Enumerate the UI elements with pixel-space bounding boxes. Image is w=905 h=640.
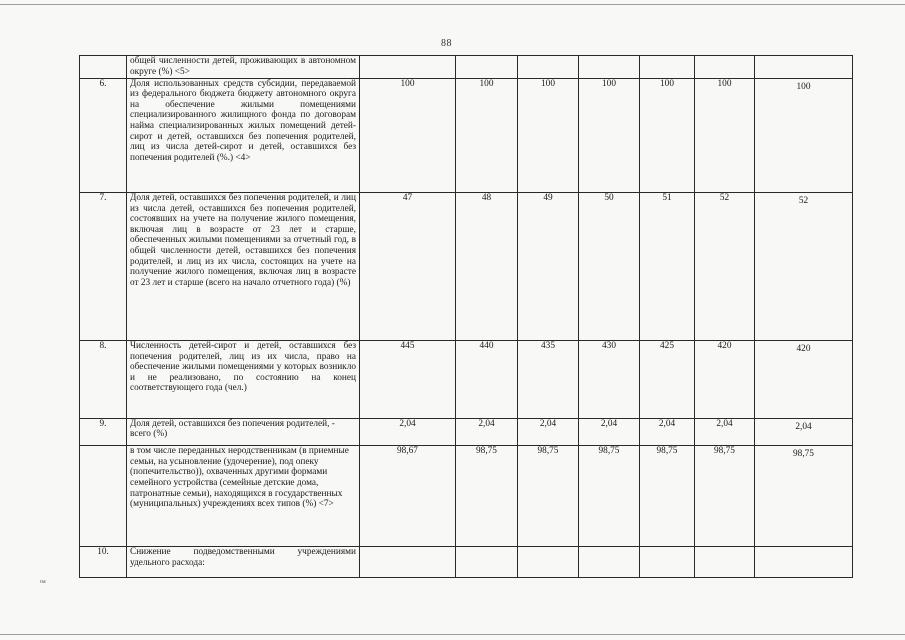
row-number: 9.: [80, 418, 127, 446]
indicator-value: 435: [518, 341, 579, 419]
indicator-value: [518, 56, 579, 79]
indicator-description: Численность детей-сирот и детей, оставшихся без попечения родителей, лиц из их числа, право на обеспечение жилыми помещениями у которых возникло и не реализовано, по состоянию на конец соответствующего года (чел.): [127, 341, 360, 419]
indicator-value: 52: [755, 193, 853, 341]
row-number: [80, 446, 127, 547]
indicator-value: 430: [579, 341, 640, 419]
indicator-value: 100: [755, 78, 853, 192]
row-number: 6.: [80, 78, 127, 192]
indicator-value: 98,75: [695, 446, 755, 547]
indicator-description: Снижение подведомственными учреждениями удельного расхода:: [127, 547, 360, 578]
row-number: 10.: [80, 547, 127, 578]
indicator-value: 2,04: [518, 418, 579, 446]
indicator-value: 52: [695, 193, 755, 341]
indicator-value: [579, 56, 640, 79]
indicator-value: 2,04: [579, 418, 640, 446]
indicator-value: 2,04: [456, 418, 518, 446]
indicator-value: 100: [518, 78, 579, 192]
indicator-value: 2,04: [360, 418, 456, 446]
indicator-description: Доля детей, оставшихся без попечения родителей, и лиц из числа детей, оставшихся без попечения родителей, состоявших на учете на получение жилого помещения, включая лиц в возрасте от 23 лет и старше, обеспеченных жилыми помещениями за отчетный год, в общей численности детей, оставшихся без попечения родителей, и лиц из их числа, состоящих на учете на получение жилого помещения, включая лиц в возрасте от 23 лет и старше (всего на начало отчетного года) (%): [127, 193, 360, 341]
indicator-value: 47: [360, 193, 456, 341]
indicator-value: [640, 547, 695, 578]
page-number: 88: [441, 38, 452, 49]
indicator-value: 50: [579, 193, 640, 341]
indicator-value: 420: [695, 341, 755, 419]
indicator-description: в том числе переданных неродственникам (в приемные семьи, на усыновление (удочерение), под опеку (попечительство)), охваченных другими формами семейного устройства (семейные детские дома, патронатные семьи), находящихся в государственных (муниципальных) учреждениях всех типов (%) <7>: [127, 446, 360, 547]
table-row: [80, 418, 853, 446]
indicator-value: [695, 547, 755, 578]
margin-mark: oa: [40, 579, 46, 585]
scan-line-bottom: [0, 634, 905, 635]
row-number: 8.: [80, 341, 127, 419]
indicator-description: Доля использованных средств субсидии, передаваемой из федерального бюджета бюджету автономного округа на обеспечение жилыми помещениями специализированного жилищного фонда по договорам найма специализированных жилых помещений детей-сирот и детей, оставшихся без попечения родителей, лиц из числа детей-сирот и детей, оставшихся без попечения родителей (%.) <4>: [127, 78, 360, 192]
indicator-value: 2,04: [640, 418, 695, 446]
table-body: [80, 56, 853, 578]
indicator-value: [360, 547, 456, 578]
indicator-value: 420: [755, 341, 853, 419]
table-row: [80, 341, 853, 419]
row-number: [80, 56, 127, 79]
indicator-value: [755, 547, 853, 578]
indicators-table: [79, 55, 853, 578]
row-number: 7.: [80, 193, 127, 341]
indicator-value: 98,75: [518, 446, 579, 547]
indicator-value: 100: [360, 78, 456, 192]
indicator-value: 2,04: [755, 418, 853, 446]
indicator-value: [456, 547, 518, 578]
indicator-value: 100: [640, 78, 695, 192]
indicator-value: [518, 547, 579, 578]
indicator-value: 51: [640, 193, 695, 341]
scan-line-top: [0, 4, 905, 5]
indicator-value: 100: [456, 78, 518, 192]
table-row: [80, 446, 853, 547]
table-row: [80, 78, 853, 192]
indicator-value: [640, 56, 695, 79]
indicator-value: 98,75: [456, 446, 518, 547]
indicator-value: 98,75: [579, 446, 640, 547]
indicator-value: 98,75: [640, 446, 695, 547]
indicator-value: 445: [360, 341, 456, 419]
indicator-value: 49: [518, 193, 579, 341]
indicator-value: [360, 56, 456, 79]
indicator-value: 48: [456, 193, 518, 341]
indicator-value: 425: [640, 341, 695, 419]
indicator-value: 2,04: [695, 418, 755, 446]
table-row: [80, 547, 853, 578]
indicator-description: общей численности детей, проживающих в автономном округе (%) <5>: [127, 56, 360, 79]
indicator-value: 440: [456, 341, 518, 419]
indicator-value: 100: [579, 78, 640, 192]
indicator-value: [755, 56, 853, 79]
indicator-value: 98,75: [755, 446, 853, 547]
table-row: [80, 193, 853, 341]
indicator-value: [695, 56, 755, 79]
indicator-description: Доля детей, оставшихся без попечения родителей, - всего (%): [127, 418, 360, 446]
indicator-value: 100: [695, 78, 755, 192]
table-row: [80, 56, 853, 79]
indicator-value: [456, 56, 518, 79]
indicator-value: 98,67: [360, 446, 456, 547]
indicator-value: [579, 547, 640, 578]
